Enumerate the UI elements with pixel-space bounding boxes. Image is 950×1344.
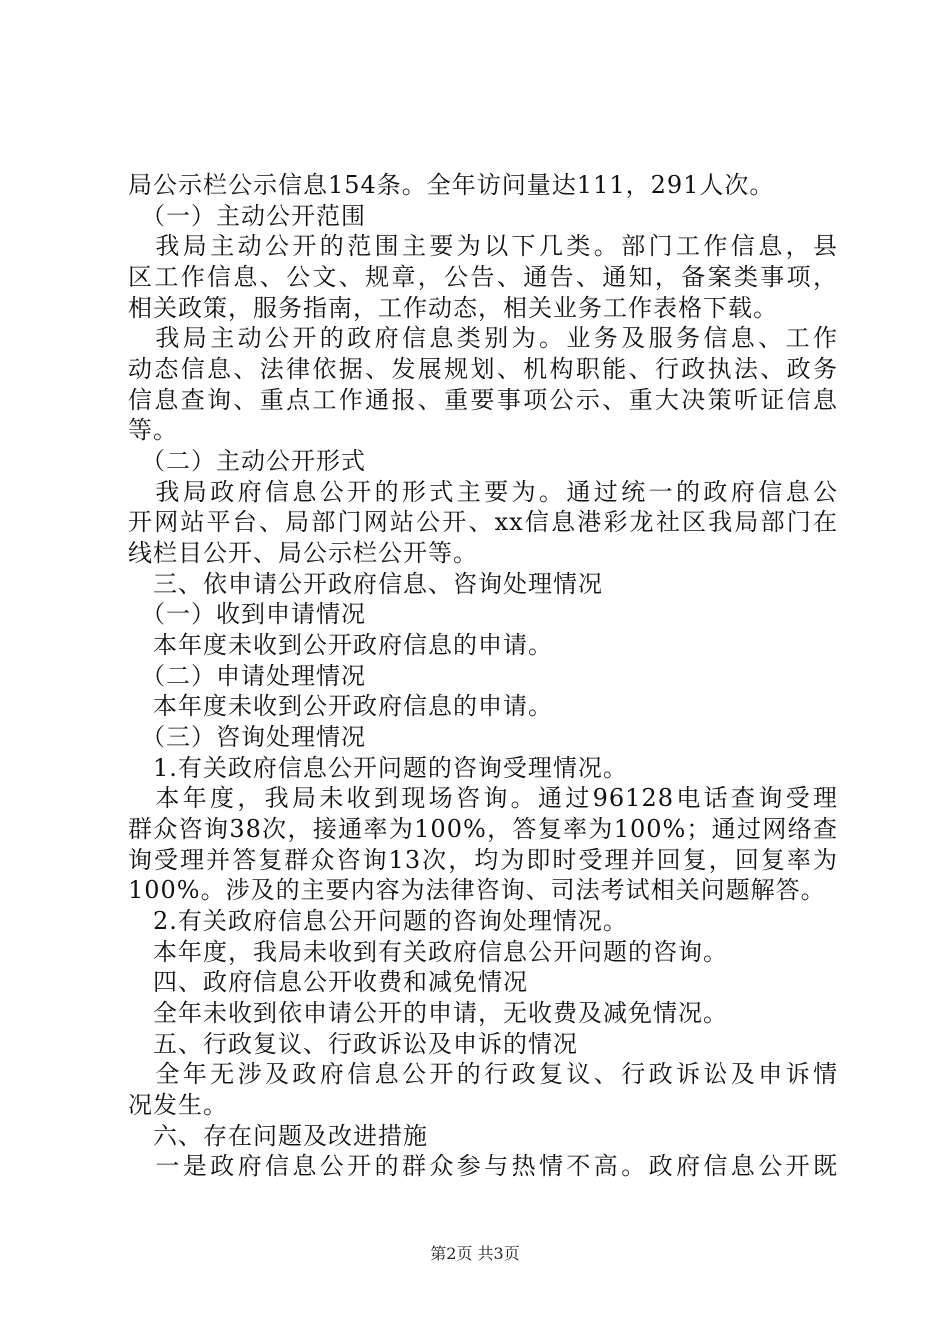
text-line: 全年无涉及政府信息公开的行政复议、行政诉讼及申诉情	[128, 1060, 838, 1089]
text-line: 100%。涉及的主要内容为法律咨询、司法考试相关问题解答。	[128, 876, 826, 905]
text-line: 局公示栏公示信息154条。全年访问量达111，291人次。	[128, 171, 775, 199]
text-line: 我局主动公开的政府信息类别为。业务及服务信息、工作	[128, 324, 838, 353]
text-line: 线栏目公开、局公示栏公开等。	[128, 539, 478, 567]
text-line: 群众咨询38次，接通率为100%，答复率为100%；通过网络查	[128, 815, 838, 843]
text-line: 本年度，我局未收到现场咨询。通过96128电话查询受理	[128, 784, 838, 813]
section-heading: 五、行政复议、行政诉讼及申诉的情况	[128, 1029, 578, 1058]
section-heading: （一）主动公开范围	[128, 201, 366, 230]
section-heading: 六、存在问题及改进措施	[128, 1121, 428, 1150]
text-line: 本年度，我局未收到有关政府信息公开问题的咨询。	[128, 937, 728, 966]
section-heading: 四、政府信息公开收费和减免情况	[128, 968, 528, 997]
text-line: 我局主动公开的范围主要为以下几类。部门工作信息，县	[128, 232, 838, 261]
text-line: 2.有关政府信息公开问题的咨询处理情况。	[128, 907, 628, 935]
text-line: 等。	[128, 416, 178, 445]
text-line: 动态信息、法律依据、发展规划、机构职能、行政执法、政务	[128, 355, 838, 383]
text-line: 本年度未收到公开政府信息的申请。	[128, 692, 553, 721]
text-line: 询受理并答复群众咨询13次，均为即时受理并回复，回复率为	[128, 845, 838, 874]
text-line: 况发生。	[128, 1091, 228, 1119]
text-line: 信息查询、重点工作通报、重要事项公示、重大决策听证信息	[128, 385, 838, 414]
text-line: 1.有关政府信息公开问题的咨询受理情况。	[128, 753, 628, 782]
text-line: 我局政府信息公开的形式主要为。通过统一的政府信息公	[128, 477, 838, 506]
section-heading: （二）主动公开形式	[128, 447, 366, 475]
section-heading: （三）咨询处理情况	[128, 723, 366, 751]
section-heading: 三、依申请公开政府信息、咨询处理情况	[128, 569, 603, 598]
section-heading: （二）申请处理情况	[128, 661, 366, 690]
page-number-footer: 第2页 共3页	[430, 1244, 520, 1263]
text-line: 区工作信息、公文、规章，公告、通告、通知，备案类事项，	[128, 263, 838, 291]
section-heading: （一）收到申请情况	[128, 600, 366, 629]
text-line: 开网站平台、局部门网站公开、xx信息港彩龙社区我局部门在	[128, 508, 838, 537]
text-line: 相关政策，服务指南，工作动态，相关业务工作表格下载。	[128, 293, 778, 322]
text-line: 一是政府信息公开的群众参与热情不高。政府信息公开既	[128, 1152, 838, 1181]
text-line: 本年度未收到公开政府信息的申请。	[128, 631, 553, 659]
text-line: 全年未收到依申请公开的申请，无收费及减免情况。	[128, 999, 728, 1027]
